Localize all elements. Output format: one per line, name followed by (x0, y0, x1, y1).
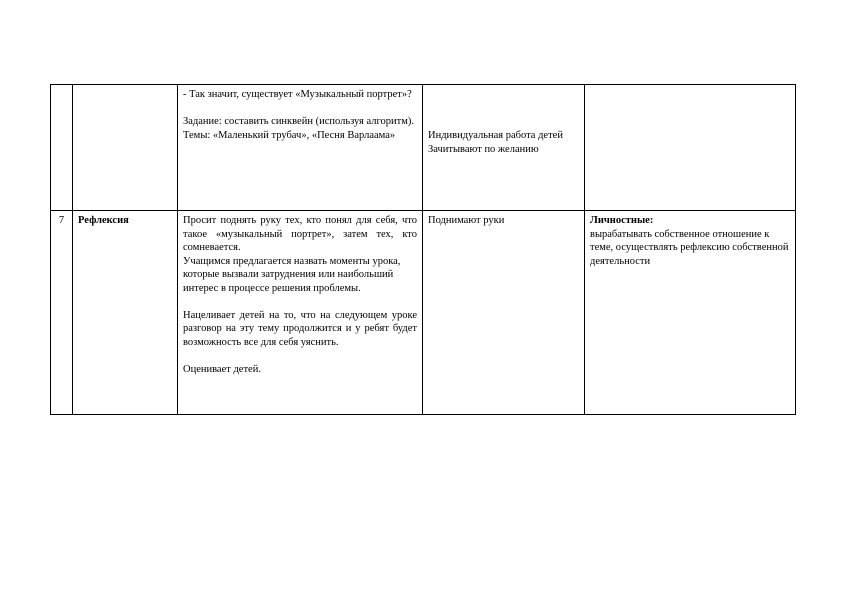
student-text: Поднимают руки (428, 215, 505, 226)
uud-cell (585, 211, 796, 415)
table-row (51, 85, 796, 211)
student-activity-cell (423, 211, 585, 415)
teacher-text: Оценивает детей. (183, 363, 261, 375)
teacher-activity-cell (178, 85, 423, 211)
uud-cell (585, 85, 796, 211)
student-text: Индивидуальная работа детей (428, 130, 563, 141)
teacher-activity-cell (178, 211, 423, 415)
teacher-text: Задание: составить синквейн (используя алгоритм). Темы: «Маленький трубач», «Песня Варлаама» (183, 116, 414, 141)
teacher-text: Учащимся предлагается назвать моменты урока, которые вызвали затруднения или наибольший интерес в процессе решения проблемы. (183, 255, 401, 294)
stage-cell (73, 85, 178, 211)
teacher-text: Просит поднять руку тех, кто понял для себя, что такое «музыкальный портрет», затем тех, кто сомневается. (183, 215, 417, 253)
student-activity-cell (423, 85, 585, 211)
lesson-plan-table (50, 84, 796, 415)
teacher-text: Нацеливает детей на то, что на следующем уроке разговор на эту тему продолжится и у ребят будет возможность все для себя уяснить. (183, 309, 417, 348)
uud-text: вырабатывать собственное отношение к теме, осуществлять рефлексию собственной деятельности (590, 228, 789, 267)
step-number-cell: 7 (51, 211, 73, 415)
uud-title: Личностные: (590, 215, 654, 226)
table-row (51, 211, 796, 415)
teacher-text: - Так значит, существует «Музыкальный портрет»? (183, 89, 412, 100)
stage-cell: Рефлексия (73, 211, 178, 415)
step-number-cell (51, 85, 73, 211)
student-text: Зачитывают по желанию (428, 143, 539, 155)
